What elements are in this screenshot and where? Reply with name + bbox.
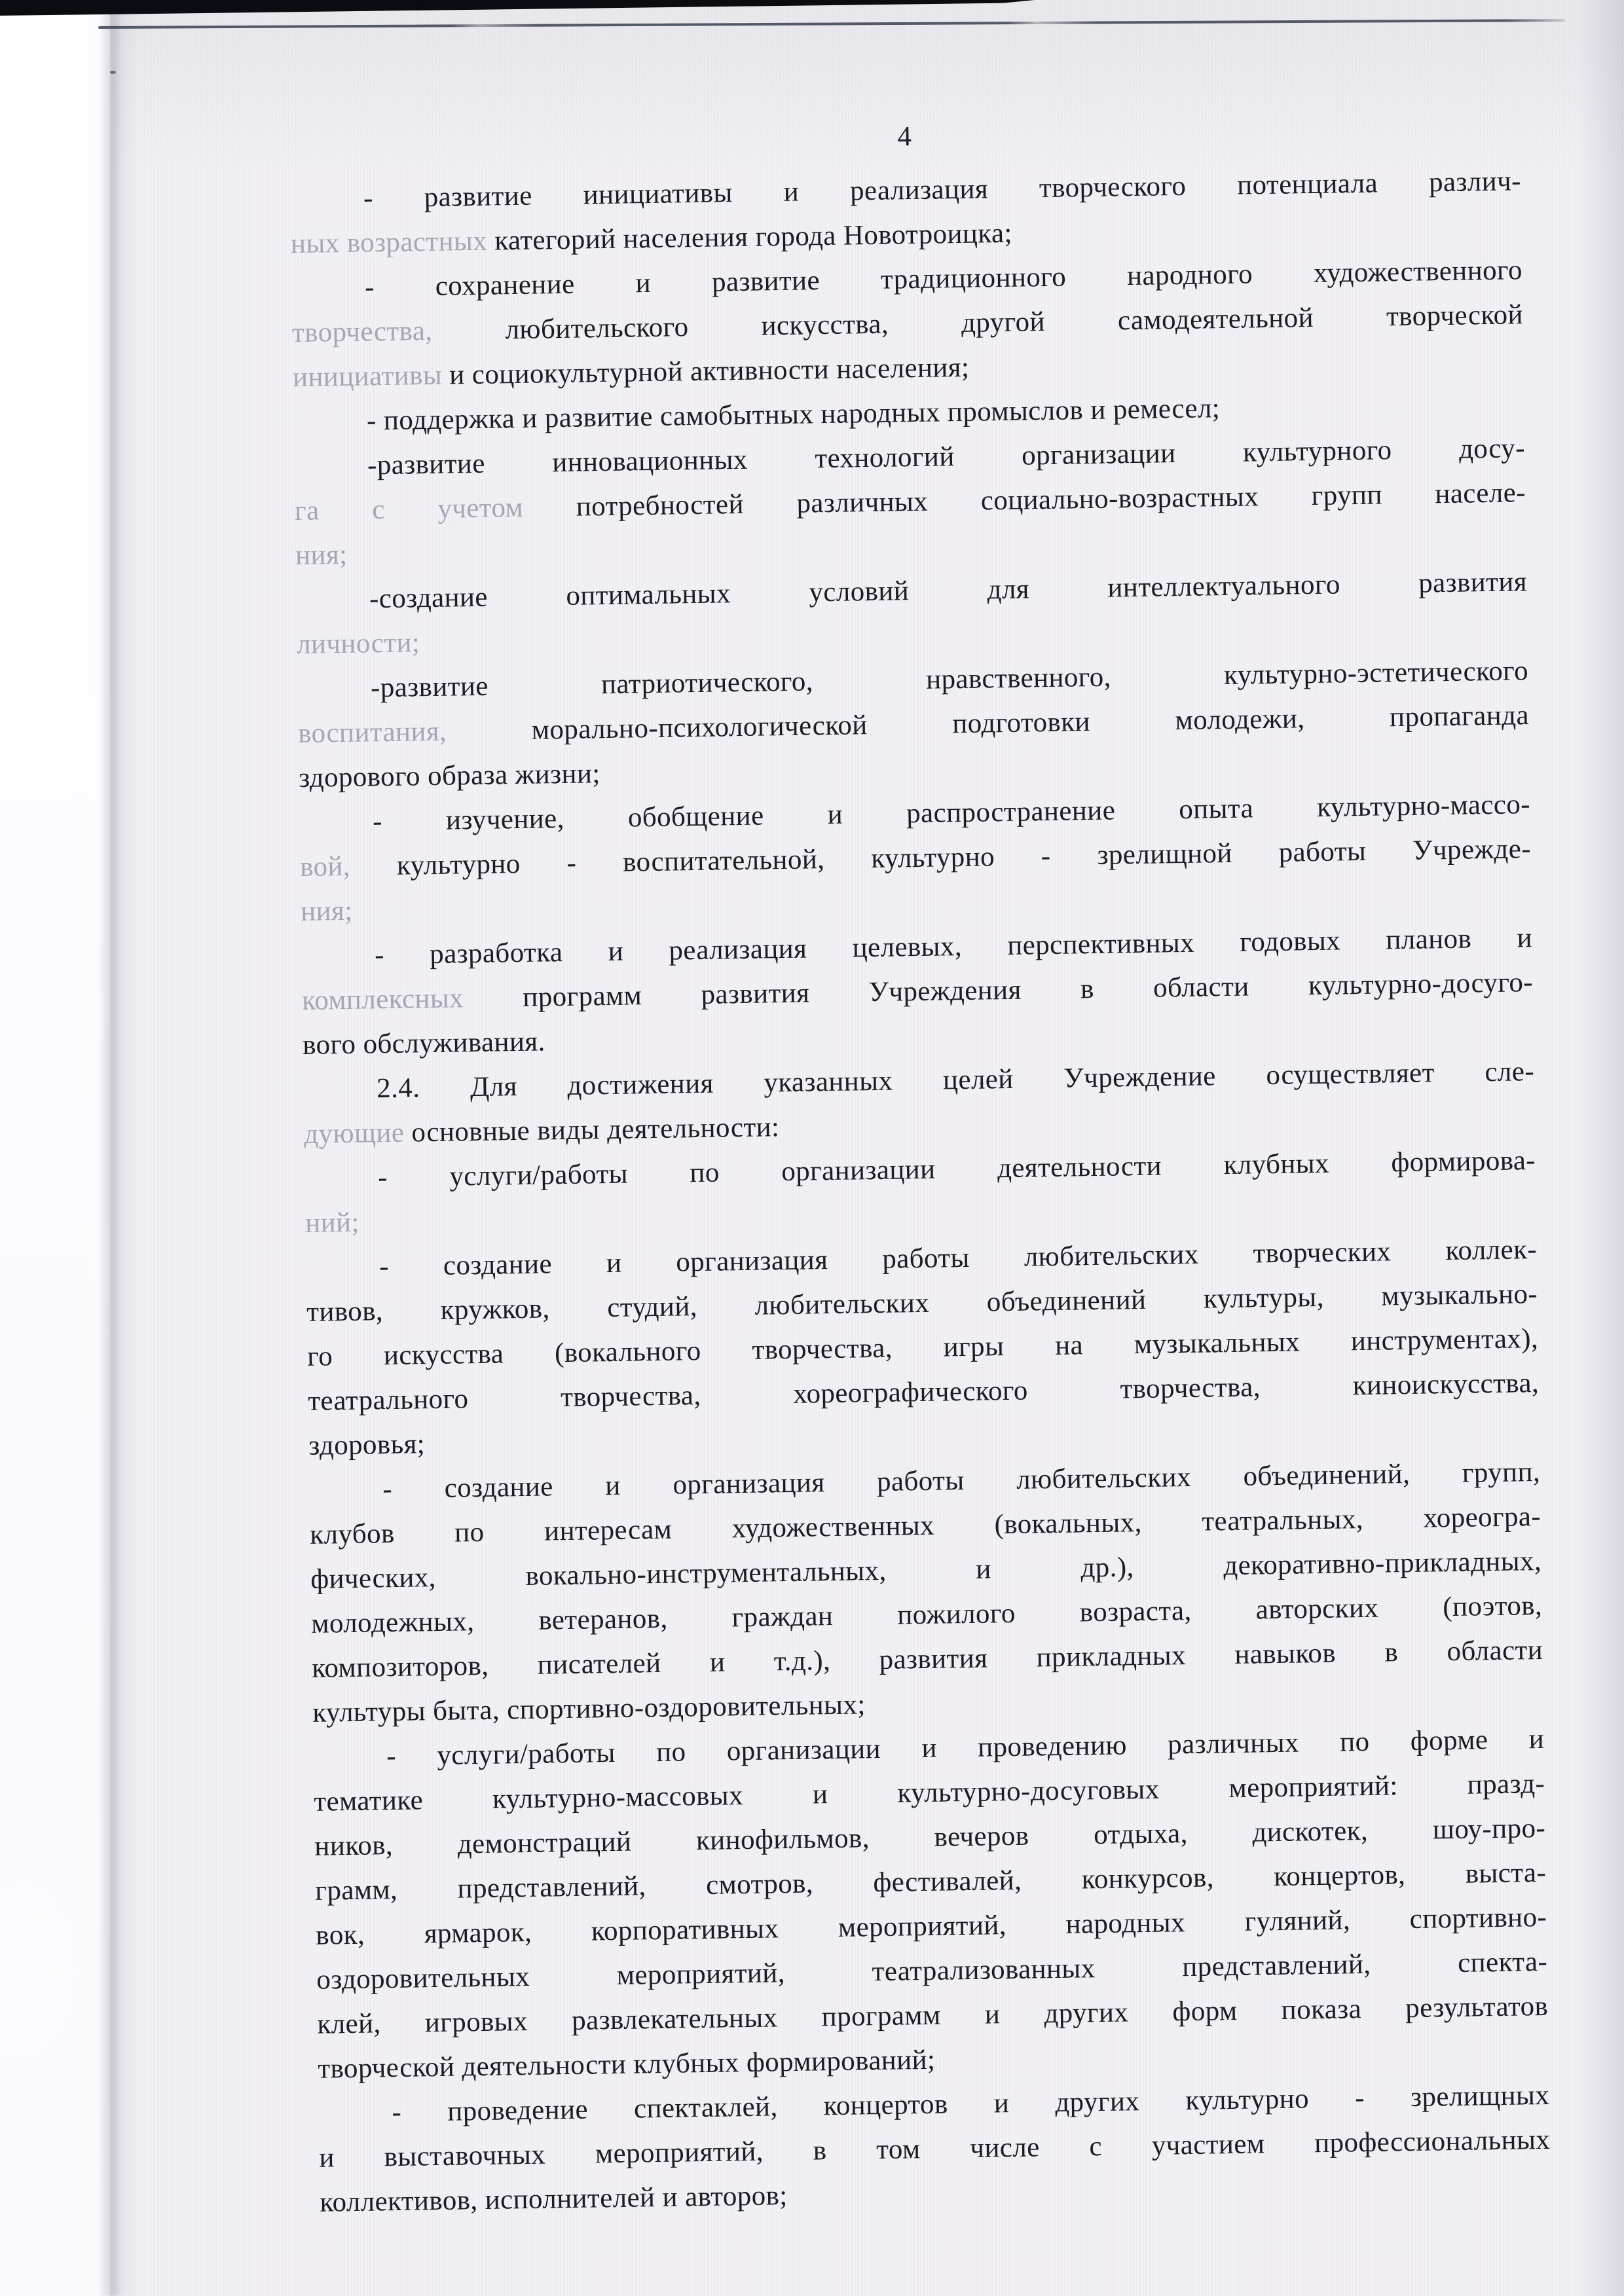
text-line: коллективов, исполнителей и авторов;: [320, 2180, 788, 2218]
paragraph: [297, 649, 1530, 801]
text-line: оздоровительных мероприятий, театрализованных представлений, спекта-: [316, 1946, 1548, 1995]
paragraph: [313, 1717, 1549, 2092]
scan-right-edge-shade: [1578, 0, 1624, 2296]
text-line: ников, демонстраций кинофильмов, вечеров отдыха, дискотек, шоу-про-: [314, 1812, 1546, 1862]
faded-text: вой,: [299, 850, 397, 883]
text-line: - изучение, обобщение и распространение опыта культурно-массо-: [372, 789, 1531, 837]
faded-text: личности;: [296, 627, 420, 661]
text-line: -создание оптимальных условий для интеллектуального развития: [369, 566, 1528, 615]
text-line: и выставочных мероприятий, в том числе с участием профессиональных: [319, 2124, 1551, 2174]
text-line: вого обслуживания.: [302, 1026, 545, 1061]
text-line: - создание и организация работы любительских объединений, групп,: [382, 1457, 1541, 1505]
document-text: [290, 159, 1551, 2225]
text-line: инициативы и социокультурной активности населения;: [292, 352, 970, 393]
text-line: - разработка и реализация целевых, перспективных годовых планов и: [374, 922, 1533, 971]
text-line: культуры быта, спортивно-оздоровительных;: [312, 1689, 866, 1728]
text-line: театрального творчества, хореографического творчества, киноискусства,: [307, 1368, 1540, 1417]
paragraph: [301, 916, 1534, 1068]
scan-speck: [110, 71, 116, 74]
faded-text: комплексных: [301, 981, 523, 1016]
text-line: - проведение спектаклей, концертов и других культурно - зрелищных: [392, 2079, 1550, 2128]
page-number: 4: [897, 121, 913, 153]
scan-left-seam-shadow: [98, 0, 138, 2296]
text-line: 2.4. Для достижения указанных целей Учреждение осуществляет сле-: [376, 1056, 1535, 1104]
paragraph: [318, 2073, 1551, 2225]
text-line: - создание и организация работы любительских творческих коллек-: [378, 1234, 1538, 1283]
text-line: вок, ярмарок, корпоративных мероприятий, народных гуляний, спортивно-: [316, 1901, 1547, 1951]
text-line: воспитания, морально-психологической подготовки молодежи, пропаганда: [297, 700, 1530, 750]
text-line: композиторов, писателей и т.д.), развития прикладных навыков в области: [311, 1634, 1543, 1684]
text-line: клей, игровых развлекательных программ и других форм показа результатов: [317, 1990, 1549, 2040]
text-line: грамм, представлений, смотров, фестивалей, конкурсов, концертов, выста-: [314, 1857, 1547, 1906]
text-line: вой, культурно - воспитательной, культурно - зрелищной работы Учрежде-: [299, 833, 1532, 883]
faded-text: ния;: [295, 539, 348, 572]
paragraph: [309, 1450, 1544, 1736]
text-line: комплексных программ развития Учреждения в области культурно-досуго-: [301, 967, 1534, 1016]
text-line: го искусства (вокального творчества, игры на музыкальных инструментах),: [306, 1323, 1539, 1372]
text-line: фических, вокально-инструментальных, и др.), декоративно-прикладных,: [310, 1545, 1542, 1595]
paragraph: [291, 248, 1524, 400]
text-line: - сохранение и развитие традиционного народного художественного: [364, 255, 1523, 303]
text-line: здоровья;: [308, 1429, 426, 1461]
faded-text: воспитания,: [297, 714, 532, 750]
text-line: молодежных, ветеранов, граждан пожилого возраста, авторских (поэтов,: [310, 1590, 1543, 1639]
faded-text: инициативы: [292, 359, 450, 393]
text-line: тематике культурно-массовых и культурно-досуговых мероприятий: празд-: [313, 1768, 1545, 1817]
text-line: ных возрастных категорий населения города Новотроицка;: [290, 217, 1013, 260]
text-line: клубов по интересам художественных (вокальных, театральных, хореогра-: [309, 1501, 1541, 1550]
faded-text: творчества,: [291, 314, 506, 349]
text-line: га с учетом потребностей различных социально-возрастных групп населе-: [294, 477, 1526, 527]
faded-text: ных возрастных: [290, 225, 495, 260]
text-line: - развитие инициативы и реализация творческого потенциала различ-: [363, 166, 1522, 214]
faded-text: га с учетом: [294, 491, 577, 527]
text-line: здорового образа жизни;: [298, 758, 600, 794]
text-line: дующие основные виды деятельности:: [303, 1112, 780, 1150]
faded-text: дующие: [303, 1117, 412, 1150]
paragraph: [294, 426, 1527, 578]
page-content: [289, 105, 1551, 2225]
text-line: - услуги/работы по организации и проведению различных по форме и: [386, 1723, 1545, 1772]
text-line: творческой деятельности клубных формирований;: [318, 2044, 936, 2085]
paragraph: [299, 782, 1532, 934]
faded-text: ния;: [300, 895, 353, 927]
paragraph: [306, 1228, 1540, 1468]
text-line: тивов, кружков, студий, любительских объединений культуры, музыкально-: [306, 1279, 1538, 1328]
text-line: творчества, любительского искусства, другой самодеятельной творческой: [291, 299, 1524, 349]
text-line: - поддержка и развитие самобытных народных промыслов и ремесел;: [366, 393, 1221, 437]
text-line: -развитие инновационных технологий организации культурного досу-: [367, 433, 1526, 481]
faded-text: ний;: [304, 1207, 360, 1239]
scan-top-band-artifact: [0, 0, 1035, 17]
text-line: - услуги/работы по организации деятельности клубных формирова-: [377, 1145, 1536, 1194]
scan-horizontal-line-artifact: [98, 19, 1565, 29]
text-line: -развитие патриотического, нравственного, культурно-эстетического: [370, 655, 1529, 704]
